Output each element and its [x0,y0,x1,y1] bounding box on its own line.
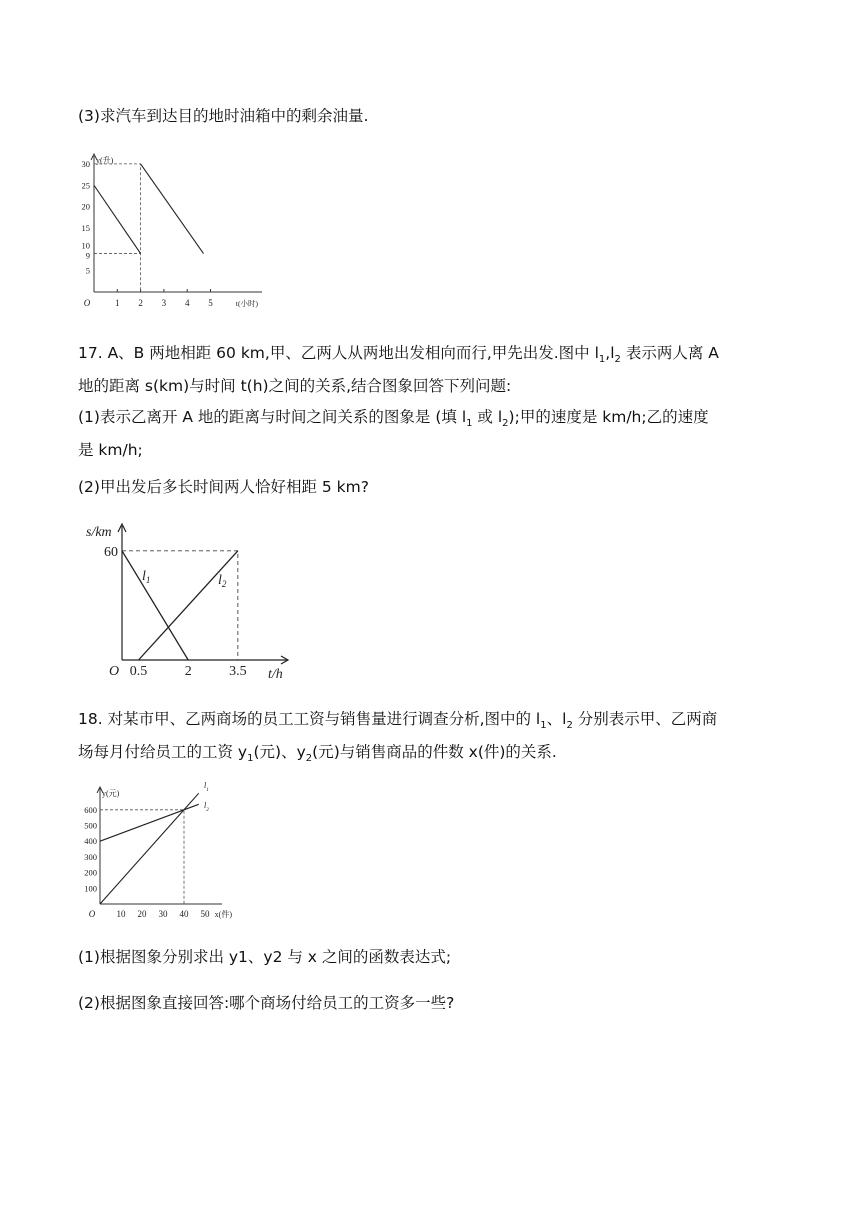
series-label-l2: $l_2$ [204,801,209,813]
guide-line [122,551,238,660]
series-label-l1: $l_1$ [204,781,209,793]
series-label-l2: $l_2$ [218,573,227,589]
x-tick-label: 40 [179,909,189,919]
x-tick-label: 3.5 [229,664,247,679]
y-tick-label: 60 [104,544,118,560]
series-label-l1: $l_1$ [142,569,151,585]
origin-label: O [83,298,91,308]
y-tick-label: 100 [84,883,97,894]
x-tick-label: 10 [116,909,126,919]
y-tick-label: 25 [81,180,90,191]
q17-part2: (2)甲出发后多长时间两人恰好相距 5 km? [78,478,369,496]
x-axis-label: x(件) [214,910,232,919]
y-tick-label: 30 [81,158,90,169]
chart-fuel [72,150,272,318]
x-tick-label: 2 [184,664,192,679]
y-tick-label: 200 [84,867,97,878]
q16-part3: (3)求汽车到达目的地时油箱中的剩余油量. [78,107,369,125]
y-tick-label: 600 [84,804,97,815]
x-tick-label: 0.5 [129,664,148,679]
guide-line [94,164,141,292]
x-tick-label: 30 [158,909,168,919]
x-axis-label: t/h [268,667,283,682]
y-tick-label: 10 [81,240,90,251]
y-tick-label: 20 [81,201,90,212]
y-tick-label: 500 [84,820,97,831]
y-tick-label: 300 [84,851,97,862]
x-tick-label: 2 [138,298,143,308]
y-tick-label: 15 [81,222,90,233]
y-axis-label: y(升) [96,156,114,165]
series-line-1 [94,185,141,253]
x-tick-label: 20 [137,909,147,919]
y-axis-label: s/km [86,525,112,540]
y-axis-label: y(元) [102,789,120,798]
x-tick-label: 50 [200,909,210,919]
series-line-l2 [139,551,238,660]
x-tick-label: 5 [208,298,213,308]
x-tick-label: 3 [161,298,167,308]
chart-distance [82,518,297,688]
q18-stem: 18. 对某市甲、乙两商场的员工工资与销售量进行调查分析,图中的 $l_1$、$l_2$ 分别表示甲、乙两商 场每月付给员工的工资 $y_1$(元)、$y_2$(元)与销售商品的件数 x(件)的关系. [78,710,718,765]
series-line-2 [141,164,204,254]
series-line-l1 [122,551,188,660]
q18-part2: (2)根据图象直接回答:哪个商场付给员工的工资多一些? [78,994,455,1012]
q17-part1: (1)表示乙离开 A 地的距离与时间之间关系的图象是 (填 $l_1$ 或 $l_2$);甲的速度是 km/h;乙的速度 是 km/h; [78,408,709,460]
x-tick-label: 1 [115,298,120,308]
origin-label: O [88,909,96,919]
y-tick-label: 5 [85,265,90,276]
q18-part1: (1)根据图象分别求出 y1、y2 与 x 之间的函数表达式; [78,948,452,966]
x-axis-label: t(小时) [235,299,258,308]
y-tick-label: 9 [85,250,90,261]
y-tick-label: 400 [84,836,97,847]
chart-wages [72,774,242,926]
origin-label: O [108,664,120,679]
x-tick-label: 4 [184,298,190,308]
q17-stem: 17. A、B 两地相距 60 km,甲、乙两人从两地出发相向而行,甲先出发.图中 $l_1,l_2$ 表示两人离 A 地的距离 s(km)与时间 t(h)之间的关系,结合图象回答下列问题: [78,344,719,396]
